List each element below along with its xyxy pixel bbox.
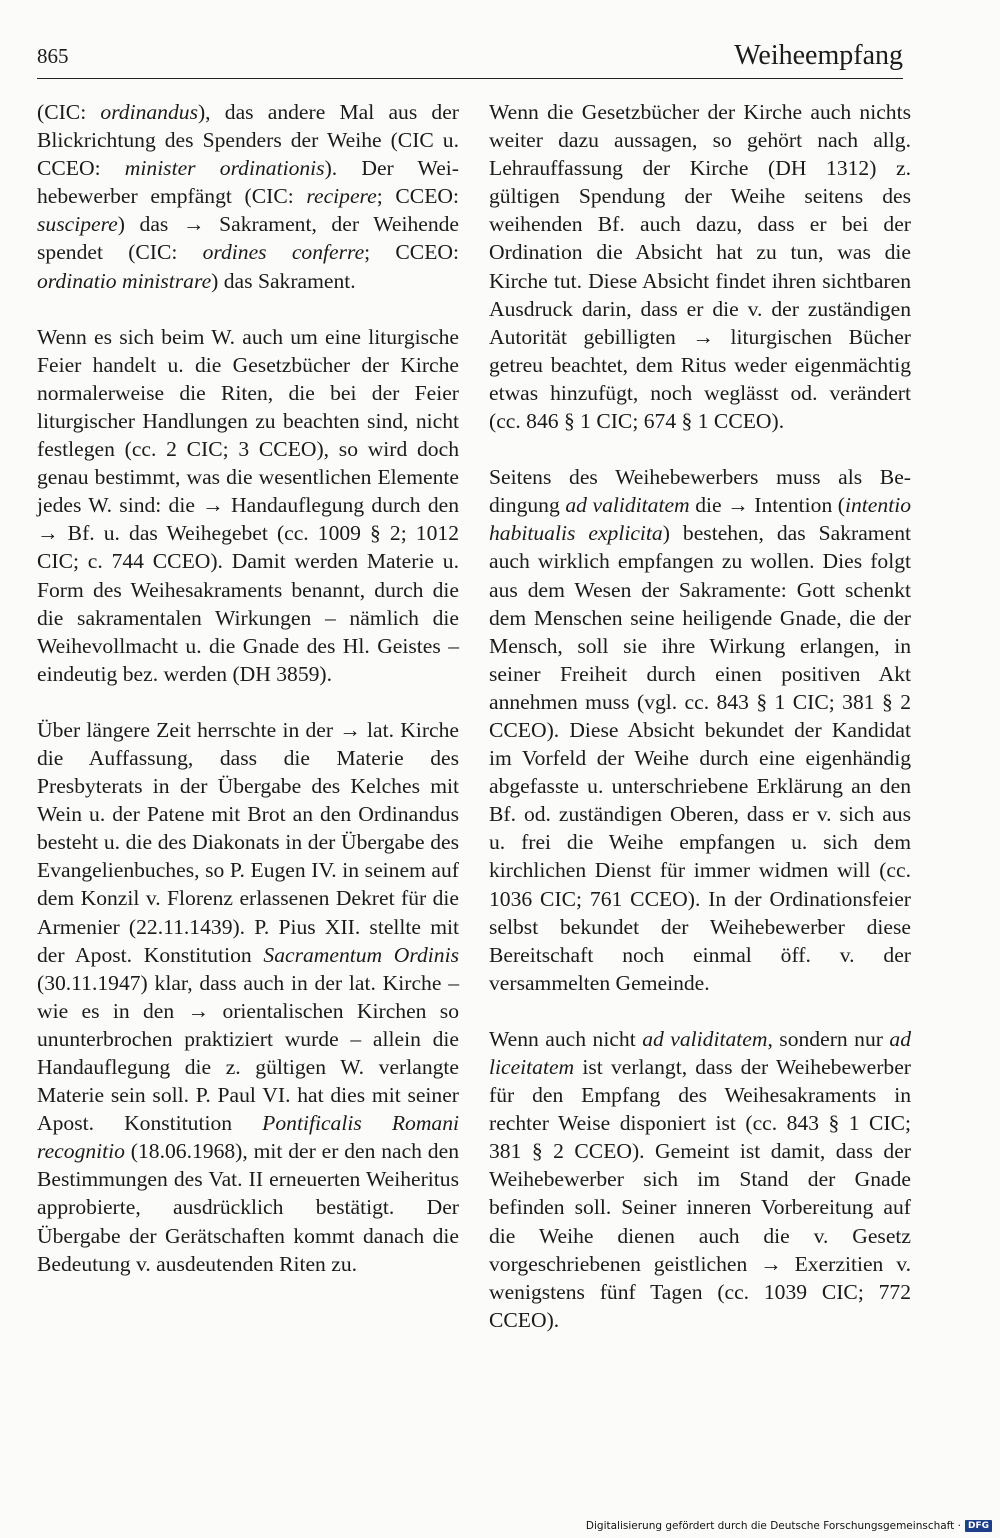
latin-term: Sacramentum Ordinis	[263, 942, 460, 967]
paragraph: Wenn auch nicht ad validitatem, sondern nur ad liceitatem ist verlangt, dass der Weihebewerber für den Empfang des Weihesakraments in rechter Weise disponiert ist (cc. 843 § 1 CIC; 381 § 2 CCEO). Gemeint ist damit, dass der Weihebewerber sich im Stand der Gnade befinden soll. Seiner inneren Vorbereitung auf die Weihe dienen auch die v. Gesetz vorgeschriebenen geistlichen → Exerzitien v. wenigstens fünf Tagen (cc. 1039 CIC; 772 CCEO).	[489, 1026, 912, 1332]
page-header	[37, 38, 903, 79]
latin-term: recipere	[306, 184, 377, 209]
running-title: Weiheempfang	[734, 40, 903, 71]
latin-term: minister ordinationis	[124, 156, 325, 181]
paragraph: Wenn die Gesetzbücher der Kirche auch nichts weiter dazu aussagen, so gehört nach allg. Lehrauffassung der Kirche (DH 1312) z. gültigen Spendung der Weihe seitens des weihenden Bf. auch dazu, dass er bei der Ordination die Absicht hat zu tun, was die Kirche tut. Diese Absicht findet ihren sichtbaren Ausdruck darin, dass er die v. der zuständigen Autorität gebilligten → liturgischen Bücher getreu beachtet, dem Ritus weder eigenmächtig etwas hinzufügt, noch weglässt od. verändert (cc. 846 § 1 CIC; 674 § 1 CCEO).	[489, 100, 911, 434]
latin-term: ordinatio ministrare	[37, 268, 212, 293]
paragraph: (CIC: ordinandus), das andere Mal aus der Blickrichtung des Spenders der Weihe (CIC u. CCEO: minister ordinationis). Der Weihebewerber empfängt (CIC: recipere; CCEO: suscipere) das → Sakrament, der Weihende spendet (CIC: ordines conferre; CCEO: ordinatio ministrare) das Sakrament.	[37, 100, 460, 293]
digitization-footer	[586, 1520, 992, 1532]
left-column	[37, 98, 459, 1306]
latin-term: ordines conferre	[202, 240, 365, 265]
latin-term: ad validitatem	[642, 1026, 768, 1051]
latin-term: suscipere	[37, 212, 118, 237]
paragraph: Seitens des Weihebewerbers muss als Bedingung ad validitatem die → Intention (intentio habitualis explicita) bestehen, das Sakrament auch wirklich empfangen zu wollen. Dies folgt aus dem Wesen der Sakramente: Gott schenkt dem Menschen seine heiligende Gnade, die der Mensch, soll sie ihre Wirkung erlangen, in seiner Freiheit durch einen positiven Akt annehmen muss (vgl. cc. 843 § 1 CIC; 381 § 2 CCEO). Diese Absicht bekundet der Kandidat im Vorfeld der Weihe durch eine eigenhändig abgefasste u. unterschriebene Erklärung an den Bf. od. zuständigen Oberen, dass er v. sich aus u. frei die Weihe empfangen u. sich dem kirchlichen Dienst für immer widmen will (cc. 1036 CIC; 761 CCEO). In der Ordinationsfeier selbst bekundet der Weihebewerber diese Bereitschaft noch einmal öff. v. der versammelten Gemeinde.	[489, 465, 911, 995]
paragraph: Wenn es sich beim W. auch um eine liturgische Feier handelt u. die Gesetzbücher der Kirche normalerweise die Riten, die bei der Feier liturgischer Handlungen zu beachten sind, nicht festlegen (cc. 2 CIC; 3 CCEO), so wird doch genau bestimmt, was die wesentlichen Elemente jedes W. sind: die → Handauflegung durch den → Bf. u. das Weihegebet (cc. 1009 § 2; 1012 CIC; c. 744 CCEO). Damit werden Materie u. Form des Weihesakraments benannt, durch die die sakramentalen Wirkungen – nämlich die Weihevollmacht u. die Gnade des Hl. Geistes – eindeutig bez. werden (DH 3859).	[37, 324, 459, 686]
dfg-logo: DFG	[965, 1520, 992, 1532]
latin-term: ad liceitatem	[489, 1026, 912, 1079]
paragraph: Über längere Zeit herrschte in der → lat. Kirche die Auffassung, dass die Materie des Presbyterats in der Übergabe des Kelches mit Wein u. der Patene mit Brot an den Ordinandus besteht u. die des Diakonats in der Übergabe des Evangelienbuches, so P. Eugen IV. in seinem auf dem Konzil v. Florenz erlassenen Dekret für die Armenier (22.11.1439). P. Pius XII. stellte mit der Apost. Konstitution Sacramentum Ordinis (30.11.1947) klar, dass auch in der lat. Kirche – wie es in den → orientalischen Kirchen so ununterbrochen praktiziert wurde – allein die Handauflegung die z. gültigen W. verlangte Materie sein soll. P. Paul VI. hat dies mit seiner Apost. Konstitution Pontificalis Romani recognitio (18.06.1968), mit der er den nach den Bestimmungen des Vat. II erneuerten Weiheritus approbierte, ausdrücklich bestätigt. Der Übergabe der Gerätschaften kommt danach die Bedeutung v. ausdeutenden Riten zu.	[37, 717, 460, 1276]
right-column	[489, 98, 911, 1362]
latin-term: Pontificalis Romani recognitio	[37, 1111, 460, 1164]
footer-text: Digitalisierung gefördert durch die Deutsche Forschungsgemeinschaft ·	[585, 1520, 961, 1532]
latin-term: intentio habitualis explicita	[489, 493, 911, 546]
page-number: 865	[37, 44, 69, 68]
latin-term: ordinandus	[100, 100, 198, 124]
latin-term: ad validitatem	[565, 493, 690, 518]
